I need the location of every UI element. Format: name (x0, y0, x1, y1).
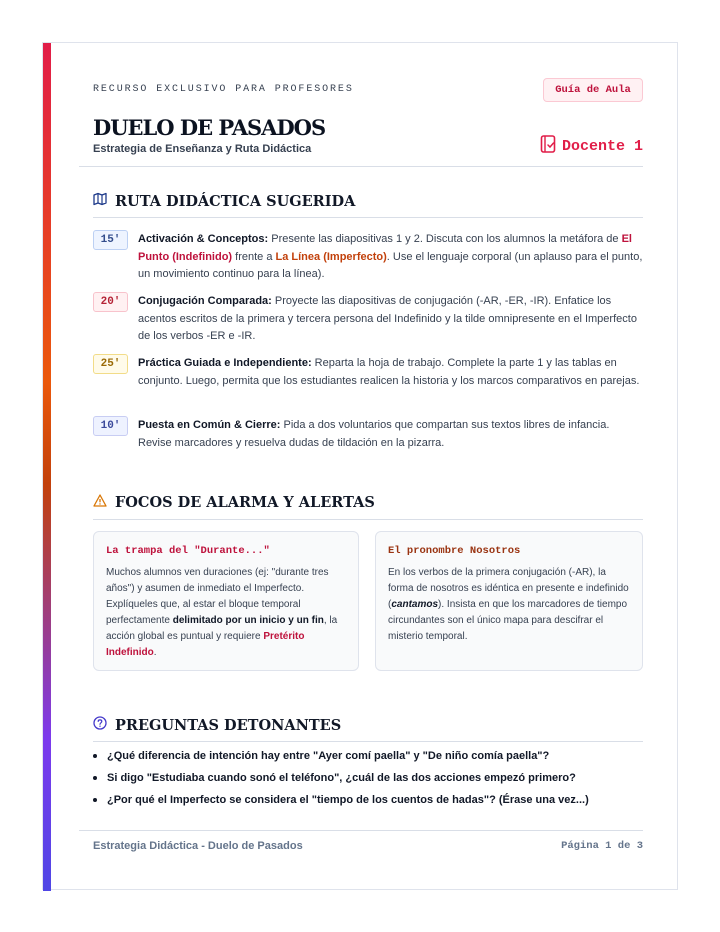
questions-section-heading (93, 716, 341, 734)
step-time-badge: 25' (93, 354, 128, 374)
footer-divider (79, 830, 643, 831)
alert-card-nosotros (375, 531, 643, 671)
questions-heading-text: PREGUNTAS DETONANTES (115, 716, 342, 734)
map-icon (93, 192, 107, 210)
route-section-heading (93, 192, 355, 210)
eyebrow-label: RECURSO EXCLUSIVO PARA PROFESORES (93, 84, 354, 95)
docente-text: Docente 1 (561, 138, 643, 155)
page-title: DUELO DE PASADOS (93, 115, 326, 140)
alert-emphasis-text: cantamos (391, 599, 439, 610)
header-divider (79, 166, 643, 167)
alert-bold-text: delimitado por un inicio y un fin (172, 615, 324, 626)
teacher-notebook-icon (540, 135, 556, 158)
step-body: Presente las diapositivas 1 y 2. Discuta con los alumnos la metáfora de (268, 233, 622, 245)
step-title: Activación & Conceptos: (138, 233, 269, 245)
document-page (42, 42, 678, 890)
guide-badge: Guía de Aula (543, 78, 643, 102)
step-time-badge: 20' (93, 292, 128, 312)
alert-text: , la acción global es puntual y requiere (106, 615, 338, 642)
list-item: ¿Qué diferencia de intención hay entre "Ayer comí paella" y "De niño comía paella"? (93, 748, 643, 770)
alert-text: ). Insista en que los marcadores de tiempo circundantes son el único mapa para descifrar el misterio temporal. (388, 599, 628, 642)
route-divider (93, 217, 643, 218)
list-item: Si digo "Estudiaba cuando sonó el teléfono", ¿cuál de las dos acciones empezó primero? (93, 770, 643, 792)
alert-card-body (106, 565, 346, 661)
step-text (138, 355, 643, 390)
alerts-divider (93, 519, 643, 520)
alerts-heading-text: FOCOS DE ALARMA Y ALERTAS (115, 494, 375, 511)
alert-text: En los verbos de la primera conjugación (-AR), la forma de nosotros es idéntica en presente e indefinido ( (388, 567, 629, 610)
alert-card-durante (93, 531, 359, 671)
step-text (138, 293, 643, 346)
alerts-section-heading (93, 494, 375, 511)
route-heading-text: RUTA DIDÁCTICA SUGERIDA (115, 192, 356, 210)
questions-list (93, 748, 643, 814)
highlight-preterito: Pretérito Indefinido (106, 631, 305, 658)
warning-triangle-icon (93, 494, 107, 511)
step-time-badge: 15' (93, 230, 128, 250)
step-body: Reparta la hoja de trabajo. Complete la parte 1 y las tablas en conjunto. Luego, permita que los estudiantes realicen la historia y los marcos comparativos en parejas. (138, 357, 640, 387)
step-body: . Use el lenguaje corporal (un aplauso para el punto, un movimiento continuo para la línea). (138, 250, 643, 280)
highlight-punto: El Punto (Indefinido) (138, 233, 632, 263)
list-item: ¿Por qué el Imperfecto se considera el "tiempo de los cuentos de hadas"? (Érase una vez...) (93, 792, 643, 814)
step-body: Pida a dos voluntarios que compartan sus textos libres de infancia. Revise marcadores y resuelva dudas de tildación en la pizarra. (138, 419, 610, 449)
alert-text: Muchos alumnos ven duraciones (ej: "durante tres años") y asumen de inmediato el Imperfecto. Explíqueles que, al estar el bloque temporal perfectamente (106, 567, 329, 626)
step-time-badge: 10' (93, 416, 128, 436)
accent-gradient-bar (43, 43, 51, 891)
questions-divider (93, 741, 643, 742)
page-number: Página 1 de 3 (561, 840, 643, 852)
docente-label (540, 135, 643, 158)
step-text (138, 417, 643, 452)
step-title: Conjugación Comparada: (138, 295, 272, 307)
highlight-linea: La Línea (Imperfecto) (275, 250, 387, 263)
alert-card-body (388, 565, 630, 645)
question-circle-icon (93, 716, 107, 734)
step-title: Puesta en Común & Cierre: (138, 419, 281, 431)
page-subtitle: Estrategia de Enseñanza y Ruta Didáctica (93, 143, 312, 155)
footer-title: Estrategia Didáctica - Duelo de Pasados (93, 840, 303, 852)
step-text (138, 231, 643, 284)
step-body: frente a (232, 250, 276, 263)
alert-card-title: La trampa del "Durante..." (106, 545, 270, 557)
alert-card-title: El pronombre Nosotros (388, 545, 521, 557)
step-title: Práctica Guiada e Independiente: (138, 357, 312, 369)
alert-text: . (153, 647, 157, 658)
step-body: Proyecte las diapositivas de conjugación (-AR, -ER, -IR). Enfatice los acentos escritos de la primera y tercera persona del Indefinido y la tilde omnipresente en el Imperfecto de los verbos -ER e -IR. (138, 295, 637, 342)
